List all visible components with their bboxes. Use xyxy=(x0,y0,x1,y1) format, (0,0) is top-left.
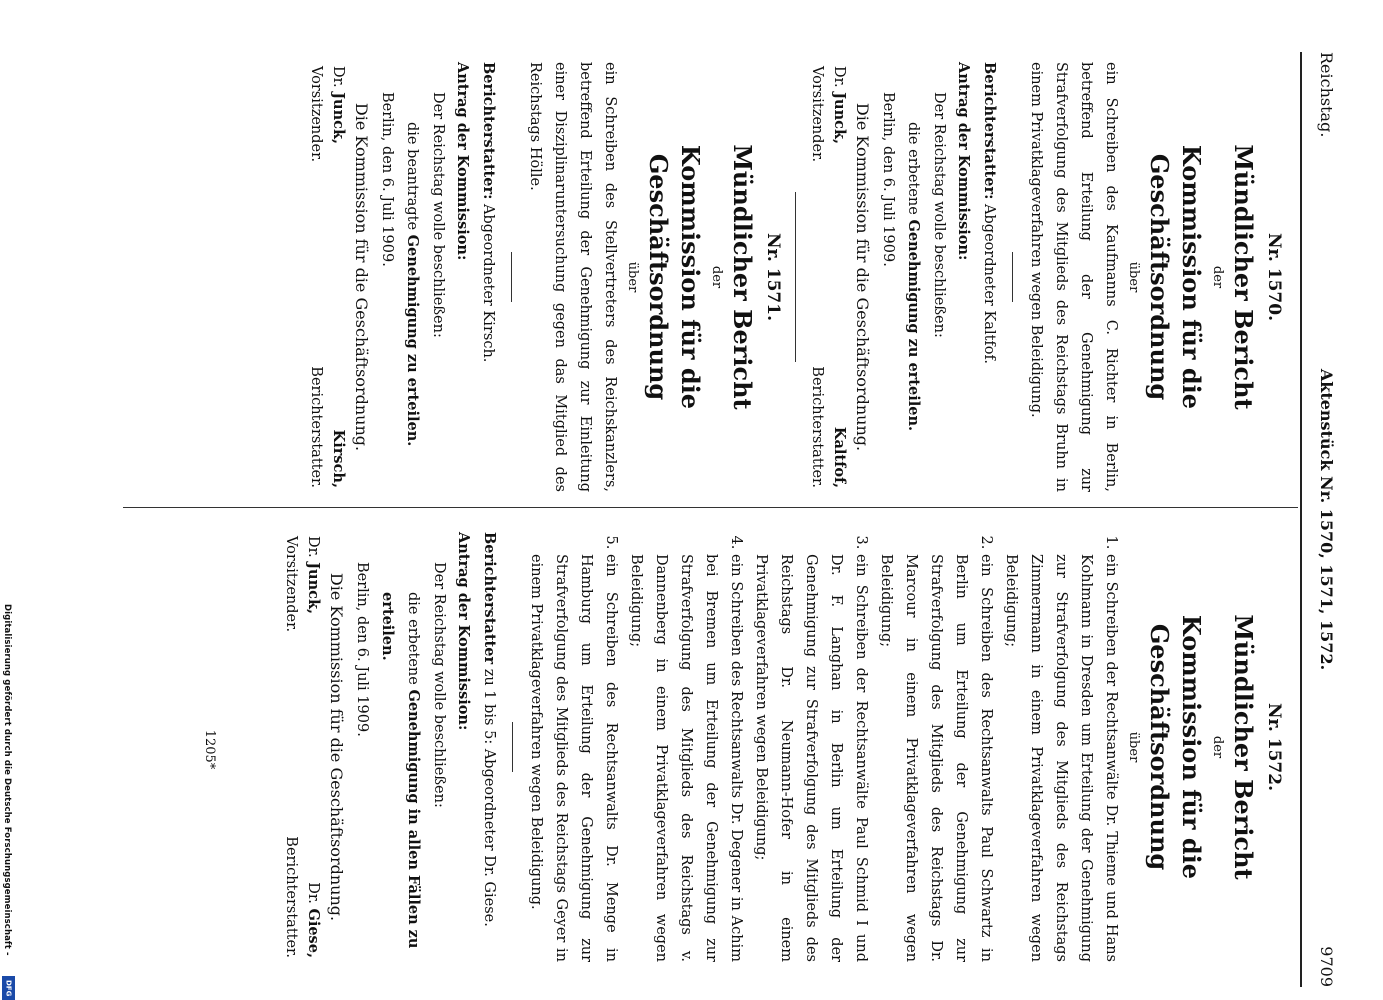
rep-name: Kaltfof, xyxy=(831,426,848,488)
header-reichstag: Reichstag. xyxy=(1317,52,1336,138)
motion-bold: Genehmigung zu erteilen. xyxy=(905,219,922,432)
sheet-number: 1205* xyxy=(202,729,217,770)
rep-role: Berichterstatter. xyxy=(809,366,825,488)
dfg-logo-icon: DFG xyxy=(2,976,15,1000)
signatures xyxy=(305,62,349,492)
separator xyxy=(512,722,513,772)
digitization-footer xyxy=(0,604,22,1000)
report-number: Nr. 1572. xyxy=(1264,702,1284,791)
report-date: Berlin, den 6. Juli 1909. xyxy=(880,92,896,267)
motion-text xyxy=(374,532,426,962)
signatures xyxy=(806,62,850,492)
chair-title: Dr. xyxy=(330,66,346,88)
committee-closing: Die Kommission für die Geschäftsordnung. xyxy=(352,102,371,452)
motion-bold: Genehmigung zu erteilen. xyxy=(404,234,421,447)
separator xyxy=(1012,252,1013,302)
left-column xyxy=(305,62,1290,492)
right-column xyxy=(280,532,1290,962)
report-ueber: über xyxy=(625,261,640,293)
motion-pre: die erbetene xyxy=(905,122,921,215)
motion-label: Antrag der Kommission: xyxy=(455,532,472,731)
rep-name: Giese, xyxy=(305,908,322,958)
list-item: 2. ein Schreiben des Rechtsanwalts Paul Schwartz in Berlin um Erteilung der Genehmigung zur Strafverfolgung des Mitglieds des Reichstags Dr. Marcour in einem Privatklageverfahren wegen Beleidigung; xyxy=(873,554,998,962)
header-document-numbers: Aktenstück Nr. 1570, 1571, 1572. xyxy=(1317,368,1336,671)
report-title: Mündlicher Bericht xyxy=(1229,144,1258,410)
rep-role: Berichterstatter. xyxy=(283,836,299,958)
report-der: der xyxy=(1210,265,1225,289)
list-item: 1. ein Schreiben der Rechtsanwälte Dr. Thieme und Hans Kohlmann in Dresden um Erteilung der Genehmigung zur Strafverfolgung des Mitglieds des Reichstags Zimmermann in einem Privatklageverfahren wegen Beleidigung; xyxy=(998,554,1123,962)
motion-intro: Der Reichstag wolle beschließen: xyxy=(931,92,947,338)
report-date: Berlin, den 6. Juli 1909. xyxy=(379,92,395,267)
report-der: der xyxy=(1210,735,1225,759)
chair-signature xyxy=(305,66,349,162)
motion-pre: die beantragte xyxy=(404,122,420,231)
chair-signature xyxy=(806,66,850,162)
report-body: ein Schreiben des Kaufmanns C. Richter in Berlin, betreffend Erteilung der Genehmigung zur Strafverfolgung des Mitglieds des Reichstags Bruhn in einem Privatklageverfahren wegen Beleidigung. xyxy=(1028,62,1119,492)
rep-role: Berichterstatter. xyxy=(308,366,324,488)
motion-text xyxy=(399,62,425,492)
report-date: Berlin, den 6. Juli 1909. xyxy=(354,562,370,737)
motion-intro: Der Reichstag wolle beschließen: xyxy=(431,562,447,808)
motion-text xyxy=(900,62,926,492)
document-page xyxy=(92,52,1342,987)
separator xyxy=(511,252,512,302)
column-divider xyxy=(123,507,1298,508)
rep-name: Kirsch, xyxy=(330,429,347,488)
motion-intro: Der Reichstag wolle beschließen: xyxy=(430,92,446,338)
reporter-label: Berichterstatter: xyxy=(981,62,998,200)
motion-label: Antrag der Kommission: xyxy=(955,62,972,261)
committee-name: Kommission für die Geschäftsordnung xyxy=(1145,144,1206,410)
motion-pre: die erbetene xyxy=(405,592,421,685)
committee-name: Kommission für die Geschäftsordnung xyxy=(1145,614,1206,880)
header-page-number: 9709 xyxy=(1317,946,1336,987)
chair-name: Junck, xyxy=(330,92,347,145)
report-number: Nr. 1570. xyxy=(1264,232,1284,321)
reporter-signature xyxy=(280,836,324,958)
report-body: ein Schreiben des Stellvertreters des Reichskanzlers, betreffend Erteilung der Genehmigung zur Einleitung einer Disziplinaruntersuchung gegen das Mitglied des Reichstags Hölle. xyxy=(527,62,618,492)
motion-bold: Genehmigung in allen Fällen zu erteilen. xyxy=(379,592,422,949)
reporter-signature xyxy=(806,366,850,488)
report-1571 xyxy=(305,62,785,492)
reporter-label: Berichterstatter xyxy=(481,532,498,665)
petition-list xyxy=(523,532,1123,962)
list-item: 5. ein Schreiben des Rechtsanwalts Dr. Menge in Hamburg um Erteilung der Genehmigung zur Strafverfolgung des Mitglieds des Reichstags Geyer in einem Privatklageverfahren wegen Beleidigung. xyxy=(523,554,623,962)
chair-role: Vorsitzender. xyxy=(283,536,299,633)
page-header xyxy=(1300,52,1342,987)
reporter-name: Abgeordneter Kirsch. xyxy=(480,204,496,363)
chair-name: Junck, xyxy=(305,562,322,615)
chair-role: Vorsitzender. xyxy=(809,66,825,163)
report-number: Nr. 1571. xyxy=(763,232,783,321)
separator xyxy=(795,192,796,362)
committee-closing: Die Kommission für die Geschäftsordnung. xyxy=(327,572,346,922)
reporter-signature xyxy=(305,366,349,488)
list-item: 4. ein Schreiben des Rechtsanwalts Dr. Degener in Achim bei Bremen um Erteilung der Genehmigung zur Strafverfolgung des Mitglieds des Reichstags v. Dannenberg in einem Privatklageverfahren wegen Beleidigung; xyxy=(623,554,748,962)
signatures xyxy=(280,532,324,962)
chair-title: Dr. xyxy=(831,66,847,88)
chair-role: Vorsitzender. xyxy=(308,66,324,163)
committee-name: Kommission für die Geschäftsordnung xyxy=(644,144,705,410)
committee-closing: Die Kommission für die Geschäftsordnung. xyxy=(853,102,872,452)
reporter-label: Berichterstatter: xyxy=(480,62,497,200)
chair-signature xyxy=(280,536,324,632)
report-title: Mündlicher Bericht xyxy=(728,144,757,410)
reporter-line xyxy=(476,532,502,962)
report-1570 xyxy=(795,62,1286,492)
funding-note: Digitalisierung gefördert durch die Deutsche Forschungsgemeinschaft - xyxy=(2,604,12,956)
report-der: der xyxy=(709,265,724,289)
list-item: 3. ein Schreiben der Rechtsanwälte Paul Schmid I und Dr. F. Langhan in Berlin um Erteilung der Genehmigung zur Strafverfolgung des Mitglieds des Reichstags Dr. Neumann-Hofer in einem Privatklageverfahren wegen Beleidigung; xyxy=(748,554,873,962)
report-1572 xyxy=(280,532,1286,962)
rep-title: Dr. xyxy=(305,882,321,904)
motion-label: Antrag der Kommission: xyxy=(454,62,471,261)
reporter-name: Abgeordneter Kaltfof. xyxy=(981,204,997,364)
chair-title: Dr. xyxy=(305,536,321,558)
report-title: Mündlicher Bericht xyxy=(1229,614,1258,880)
reporter-name: zu 1 bis 5: Abgeordneter Dr. Giese. xyxy=(481,668,497,927)
chair-name: Junck, xyxy=(831,92,848,145)
reporter-line xyxy=(976,62,1002,492)
reporter-line xyxy=(475,62,501,492)
report-ueber: über xyxy=(1126,731,1141,763)
report-ueber: über xyxy=(1126,261,1141,293)
